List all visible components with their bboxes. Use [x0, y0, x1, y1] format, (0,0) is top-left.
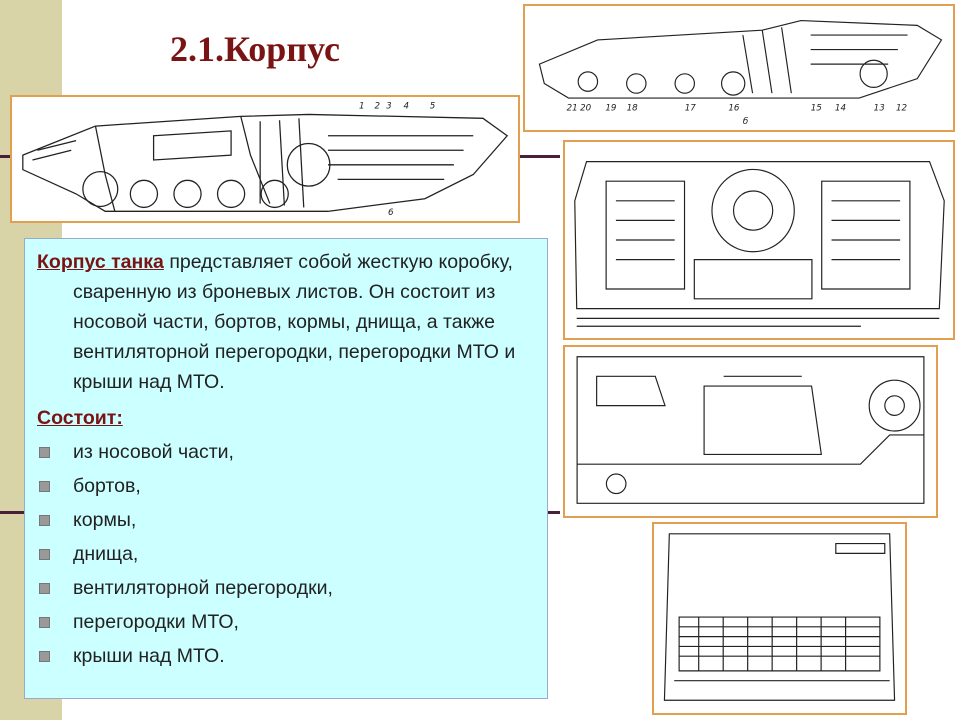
- list-item-text: вентиляторной перегородки,: [73, 577, 333, 599]
- callout-5: 5: [429, 101, 436, 112]
- list-item-text: бортов,: [73, 475, 141, 497]
- engine-compartment-figure: [563, 140, 955, 340]
- composition-list: [37, 435, 535, 673]
- hull-side-view-figure: [10, 95, 520, 223]
- hull-side-view-drawing: [12, 97, 518, 221]
- composition-heading: Состоит:: [37, 407, 123, 429]
- callout-13: 13: [873, 103, 885, 114]
- bullet-icon: [39, 447, 50, 458]
- intro-paragraph: [37, 247, 535, 397]
- figure-caption-letter: б: [742, 117, 749, 128]
- callout-3: 3: [386, 101, 392, 112]
- list-item-text: крыши над МТО.: [73, 645, 225, 667]
- bullet-icon: [39, 617, 50, 628]
- side-plate-drawing: [565, 347, 936, 516]
- list-item: [37, 605, 535, 639]
- list-item-text: кормы,: [73, 509, 137, 531]
- mto-roof-drawing: [654, 524, 905, 713]
- intro-term: Корпус танка: [37, 251, 164, 273]
- bullet-icon: [39, 651, 50, 662]
- description-text-box: [24, 238, 548, 699]
- callout-19: 19: [605, 103, 617, 114]
- callout-1: 1: [358, 101, 365, 112]
- side-plate-figure: [563, 345, 938, 518]
- callout-21: 21: [566, 103, 578, 114]
- list-item: [37, 537, 535, 571]
- mto-roof-figure: [652, 522, 907, 715]
- list-item: [37, 469, 535, 503]
- callout-18: 18: [626, 103, 638, 114]
- hull-top-view-figure: [523, 4, 955, 132]
- list-item: [37, 639, 535, 673]
- list-item-text: перегородки МТО,: [73, 611, 239, 633]
- hull-top-view-drawing: [525, 6, 953, 130]
- callout-16: 16: [728, 103, 740, 114]
- callout-15: 15: [810, 103, 822, 114]
- callout-17: 17: [684, 103, 696, 114]
- bullet-icon: [39, 549, 50, 560]
- callout-4: 4: [403, 101, 410, 112]
- bullet-icon: [39, 481, 50, 492]
- list-item-text: днища,: [73, 543, 139, 565]
- list-item: [37, 435, 535, 469]
- bullet-icon: [39, 583, 50, 594]
- callout-6: 6: [388, 208, 394, 219]
- list-item-text: из носовой части,: [73, 441, 234, 463]
- bullet-icon: [39, 515, 50, 526]
- engine-compartment-drawing: [565, 142, 953, 338]
- callout-20: 20: [580, 103, 592, 114]
- callout-2: 2: [374, 101, 381, 112]
- intro-text: представляет собой жесткую коробку, сваренную из броневых листов. Он состоит из носовой части, бортов, кормы, днища, а также вентиляторной перегородки, перегородки МТО и крыши над МТО.: [73, 251, 516, 393]
- callout-14: 14: [834, 103, 846, 114]
- list-item: [37, 503, 535, 537]
- slide-title: 2.1.Корпус: [170, 29, 340, 69]
- list-item: [37, 571, 535, 605]
- callout-12: 12: [895, 103, 908, 114]
